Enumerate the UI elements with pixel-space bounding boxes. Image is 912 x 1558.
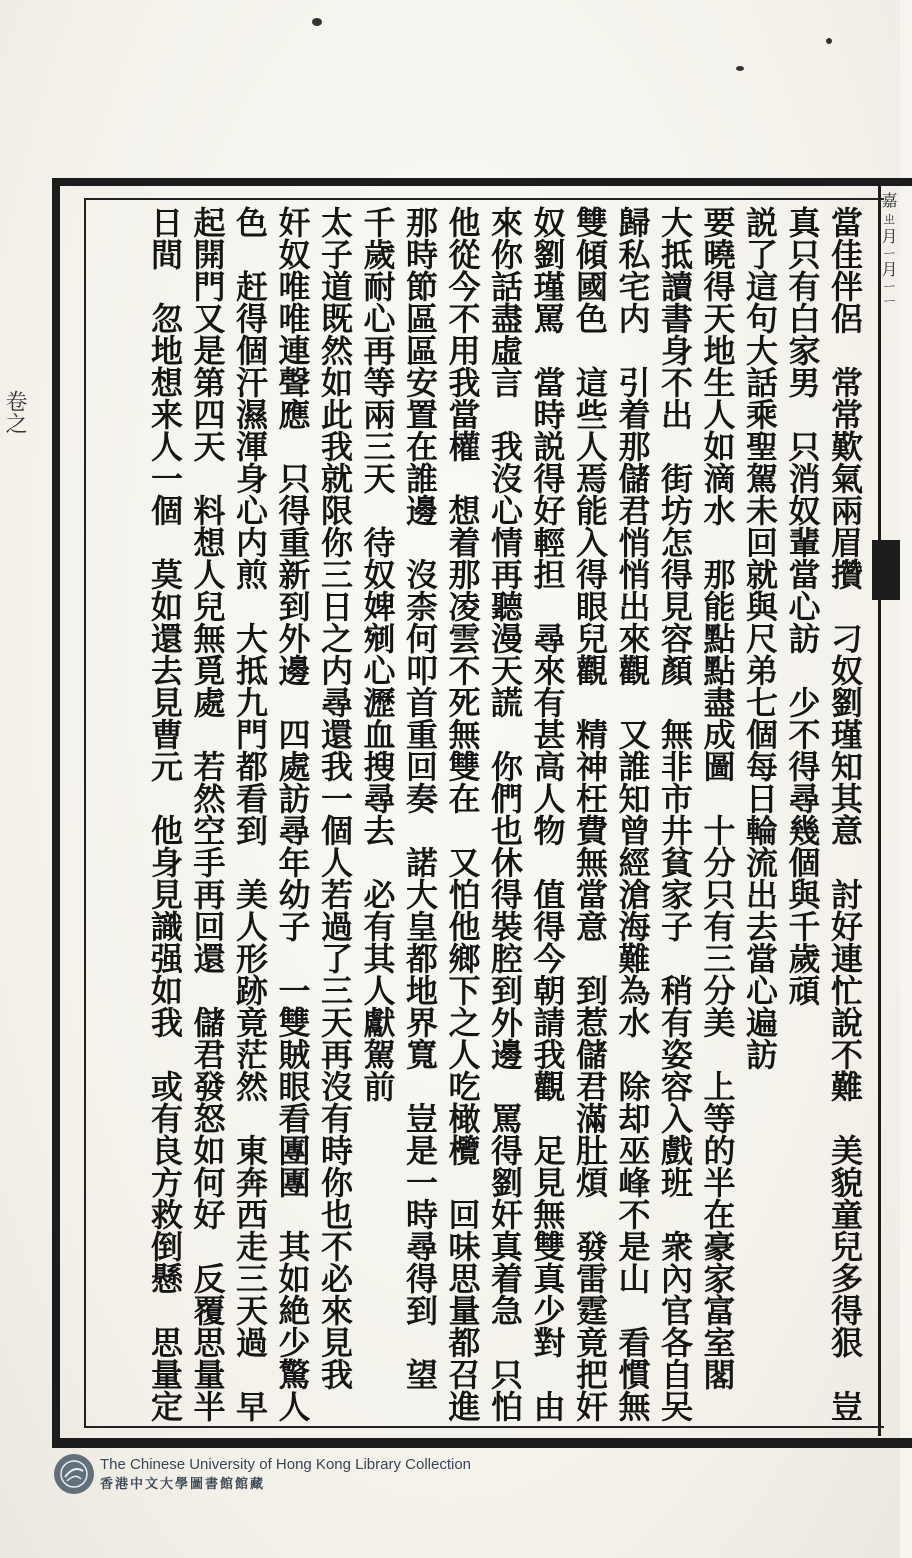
text-column: 當佳伴侶 常常歎氣兩眉攢 刁奴劉瑾知其意 討好連忙說不難 美貌童兒多得狠 豈 (826, 206, 864, 1422)
text-column: 來你話盡虛言 我沒心情再聽漫天謊 你們也休得裝腔到外邊 罵得劉奸真着急 只怕 (486, 206, 524, 1422)
library-logo-icon (54, 1454, 94, 1494)
vertical-text-block (96, 206, 866, 1422)
text-column: 要曉得天地生人如滴水 那能點點盡成圖 十分只有三分美 上等的半在豪家富室閣 (698, 206, 737, 1390)
watermark-chinese: 香港中文大學圖書館館藏 (100, 1477, 266, 1492)
text-column: 真只有白家男 只消奴輩當心訪 少不得尋幾個與千歲頑 (783, 206, 822, 1006)
watermark-english: The Chinese University of Hong Kong Library Collection (100, 1456, 472, 1473)
ink-speck (826, 38, 832, 44)
text-column: 色 赶得個汗濕渾身心内煎 大抵九門都看到 美人形跡竟茫然 東奔西走三天過 早 (231, 206, 269, 1422)
ink-speck (312, 18, 322, 26)
text-column: 大抵讀書身不出 街坊怎得見容顏 無非市井貧家子 稍有姿容入戲班 衆內官各自㕦 (656, 206, 694, 1422)
logo-emblem-icon (59, 1459, 89, 1489)
text-column: 太子道既然如此我就限你三日之内尋還我一個人若過了三天再沒有時你也不必來見我 (316, 206, 354, 1390)
text-column: 千歲耐心再等兩三天 待奴婢剜心瀝血搜尋去 必有其人獻駕前 (358, 206, 397, 1102)
text-column: 奴劉瑾罵 當時説得好輕担 尋來有甚高人物 值得今朝請我觀 足見無雙真少對 由 (528, 206, 567, 1422)
text-column: 日間 忽地想来人一個 莫如還去見曹元 他身見識强如我 或有良方救倒懸 思量定 (146, 206, 184, 1422)
text-column: 他從今不用我當權 想着那凌雲不死無雙在 又怕他鄉下之人吃橄欖 回味思量都召進 (443, 206, 482, 1422)
fold-fishtail-mark (872, 540, 900, 600)
left-margin-text: 卷之 (2, 390, 27, 434)
text-column: 奸奴唯唯連聲應 只得重新到外邊 四處訪尋年幼子 一雙賊眼看團團 其如絶少驚人 (273, 206, 312, 1422)
text-column: 雙傾國色 這些人焉能入得眼兒觀 精神枉費無當意 到惹儲君滿肚煩 發雷霆竟把奸 (571, 206, 609, 1422)
fold-header-text: 嘉ㄓ月ㄧ月ㄧㄧ (879, 192, 898, 309)
library-watermark (54, 1452, 471, 1496)
text-column: 那時節區區安置在誰邊 沒柰何叩首重回奏 諾大皇都地界寬 豈是一時尋得到 望 (401, 206, 439, 1390)
text-column: 歸私宅内 引着那儲君悄悄出來觀 又誰知曾經滄海難為水 除却巫峰不是山 看慣無 (613, 206, 652, 1422)
text-column: 起開門又是第四天 料想人兒無覓處 若然空手再回還 儲君發怒如何好 反覆思量半 (188, 206, 227, 1422)
text-column: 説了這句大話乘聖駕未回就與尺弟七個每日輪流出去當心遍訪 (741, 206, 779, 1070)
ink-speck (736, 66, 744, 71)
